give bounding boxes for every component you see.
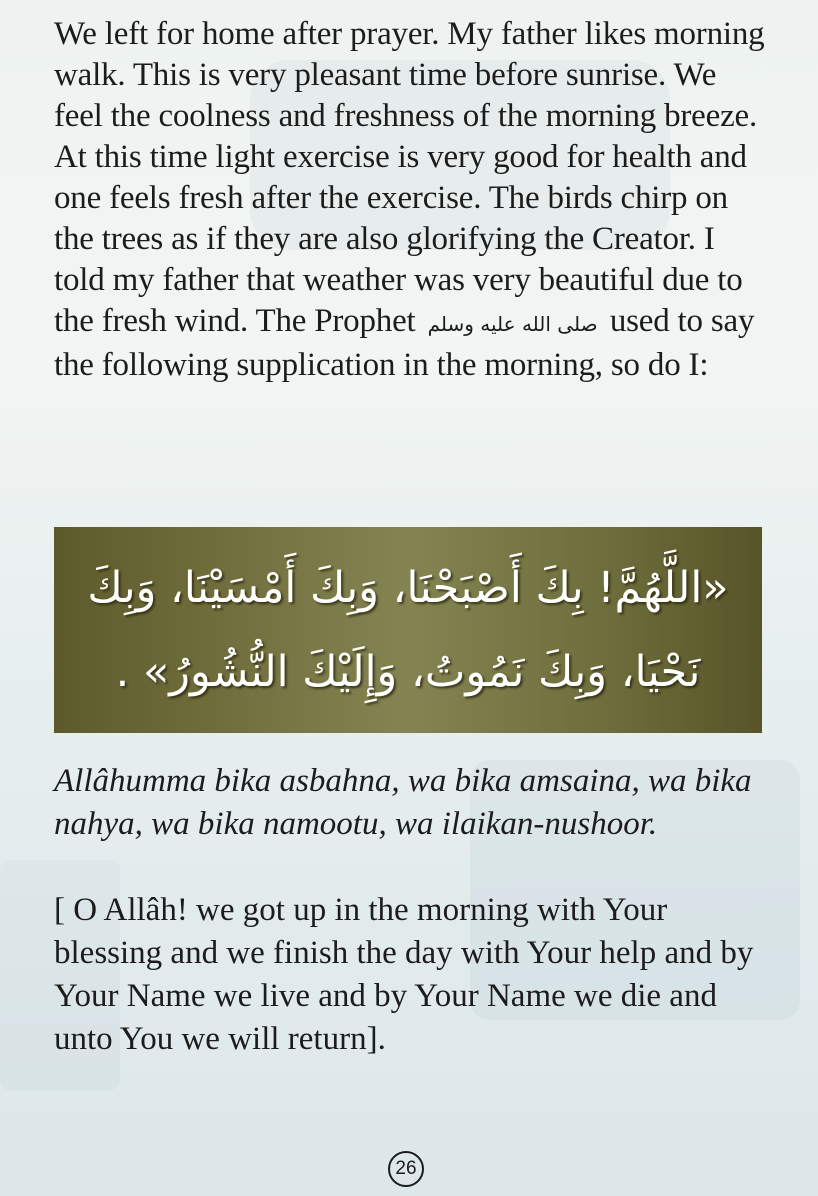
supplication-arabic-line-1: «اللَّهُمَّ! بِكَ أَصْبَحْنَا، وَبِكَ أَمْسَيْنَا، وَبِكَ (87, 563, 729, 613)
story-text-after: used to say the following supplication in the morning, so do I: (54, 303, 755, 383)
supplication-arabic-line-2: نَحْيَا، وَبِكَ نَمُوتُ، وَإِلَيْكَ النُّشُورُ» . (115, 647, 701, 697)
story-paragraph (54, 14, 766, 386)
supplication-translation: [ O Allâh! we got up in the morning with Your blessing and we finish the day with Your help and by Your Name we live and by Your Name we die and unto You we will return]. (54, 892, 754, 1057)
story-text-before: We left for home after prayer. My father likes morning walk. This is very pleasant time before sunrise. We feel the coolness and freshness of the morning breeze. At this time light exercise is very good for health and one feels fresh after the exercise. The birds chirp on the trees as if they are also glorifying the Creator. I told my father that weather was very beautiful due to the fresh wind. The Prophet (54, 16, 765, 339)
page-number: 26 (388, 1151, 424, 1187)
honorific-arabic: صلى الله عليه وسلم (427, 312, 598, 336)
supplication-arabic-band (54, 527, 762, 733)
supplication-transliteration: Allâhumma bika asbahna, wa bika amsaina, wa bika nahya, wa bika namootu, wa ilaikan-nushoor. (54, 763, 752, 842)
